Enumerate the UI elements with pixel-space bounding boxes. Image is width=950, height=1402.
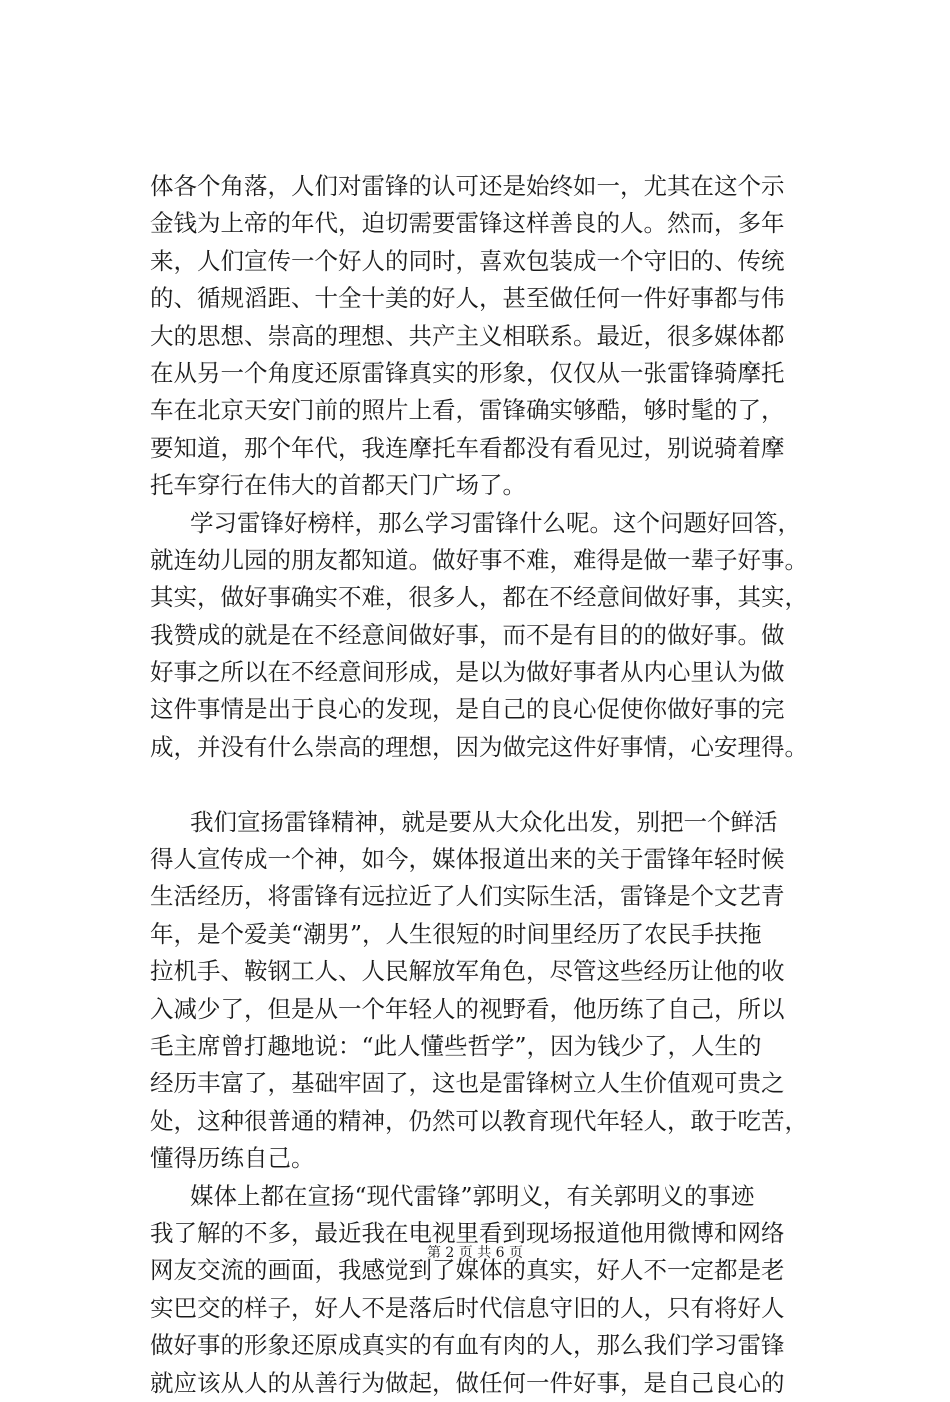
- paragraph-gap: [150, 766, 830, 803]
- text-line: 大的思想、崇高的理想、共产主义相联系。最近，很多媒体都: [150, 321, 785, 350]
- text-line: 就应该从人的从善行为做起，做任何一件好事，是自己良心的: [150, 1368, 785, 1397]
- text-line: 我赞成的就是在不经意间做好事，而不是有目的的做好事。做: [150, 620, 785, 649]
- page-footer: [0, 1243, 950, 1263]
- text-line: 入减少了，但是从一个年轻人的视野看，他历练了自己，所以: [150, 994, 785, 1023]
- paragraph-first-line: 学习雷锋好榜样，那么学习雷锋什么呢。这个问题好回答，: [190, 508, 801, 537]
- text-line: 其实，做好事确实不难，很多人，都在不经意间做好事，其实，: [150, 583, 808, 612]
- page-number-label: 第 2 页 共 6 页: [426, 1245, 524, 1261]
- text-line: 金钱为上帝的年代，迫切需要雷锋这样善良的人。然而，多年: [150, 209, 785, 238]
- text-line: 在从另一个角度还原雷锋真实的形象，仅仅从一张雷锋骑摩托: [150, 358, 785, 387]
- text-line: 来，人们宣传一个好人的同时，喜欢包装成一个守旧的、传统: [150, 246, 785, 275]
- text-line: 实巴交的样子，好人不是落后时代信息守旧的人，只有将好人: [150, 1293, 785, 1322]
- text-line: 托车穿行在伟大的首都天门广场了。: [150, 471, 526, 500]
- text-line: 就连幼儿园的朋友都知道。做好事不难，难得是做一辈子好事。: [150, 545, 808, 574]
- text-line: 网友交流的画面，我感觉到了媒体的真实，好人不一定都是老: [150, 1256, 785, 1285]
- text-line: 体各个角落，人们对雷锋的认可还是始终如一，尤其在这个示: [150, 172, 785, 200]
- text-line: 毛主席曾打趣地说：“此人懂些哲学”，因为钱少了，人生的: [150, 1031, 762, 1060]
- text-line: 我了解的不多，最近我在电视里看到现场报道他用微博和网络: [150, 1218, 785, 1247]
- paragraph-first-line: 我们宣扬雷锋精神，就是要从大众化出发，别把一个鲜活: [190, 807, 778, 836]
- text-line: 生活经历，将雷锋有远拉近了人们实际生活，雷锋是个文艺青: [150, 882, 785, 911]
- text-line: 的、循规滔距、十全十美的好人，甚至做任何一件好事都与伟: [150, 284, 785, 313]
- text-line: 经历丰富了，基础牢固了，这也是雷锋树立人生价值观可贵之: [150, 1069, 785, 1098]
- paragraph-first-line: 媒体上都在宣扬“现代雷锋”郭明义，有关郭明义的事迹: [190, 1181, 755, 1210]
- text-line: 要知道，那个年代，我连摩托车看都没有看见过，别说骑着摩: [150, 433, 785, 462]
- text-line: 拉机手、鞍钢工人、人民解放军角色，尽管这些经历让他的收: [150, 957, 785, 986]
- document-body: [150, 168, 830, 1402]
- text-line: 得人宣传成一个神，如今，媒体报道出来的关于雷锋年轻时候: [150, 845, 785, 874]
- text-line: 车在北京天安门前的照片上看，雷锋确实够酷，够时髦的了，: [150, 396, 785, 425]
- text-line: 做好事的形象还原成真实的有血有肉的人，那么我们学习雷锋: [150, 1331, 785, 1360]
- text-line: 处，这种很普通的精神，仍然可以教育现代年轻人，敢于吃苦，: [150, 1106, 808, 1135]
- text-line: 好事之所以在不经意间形成，是以为做好事者从内心里认为做: [150, 658, 785, 687]
- text-line: 懂得历练自己。: [150, 1144, 315, 1173]
- text-line: 成，并没有什么崇高的理想，因为做完这件好事情，心安理得。: [150, 732, 808, 761]
- text-line: 这件事情是出于良心的发现，是自己的良心促使你做好事的完: [150, 695, 785, 724]
- text-line: 年，是个爱美“潮男”，人生很短的时间里经历了农民手扶拖: [150, 919, 762, 948]
